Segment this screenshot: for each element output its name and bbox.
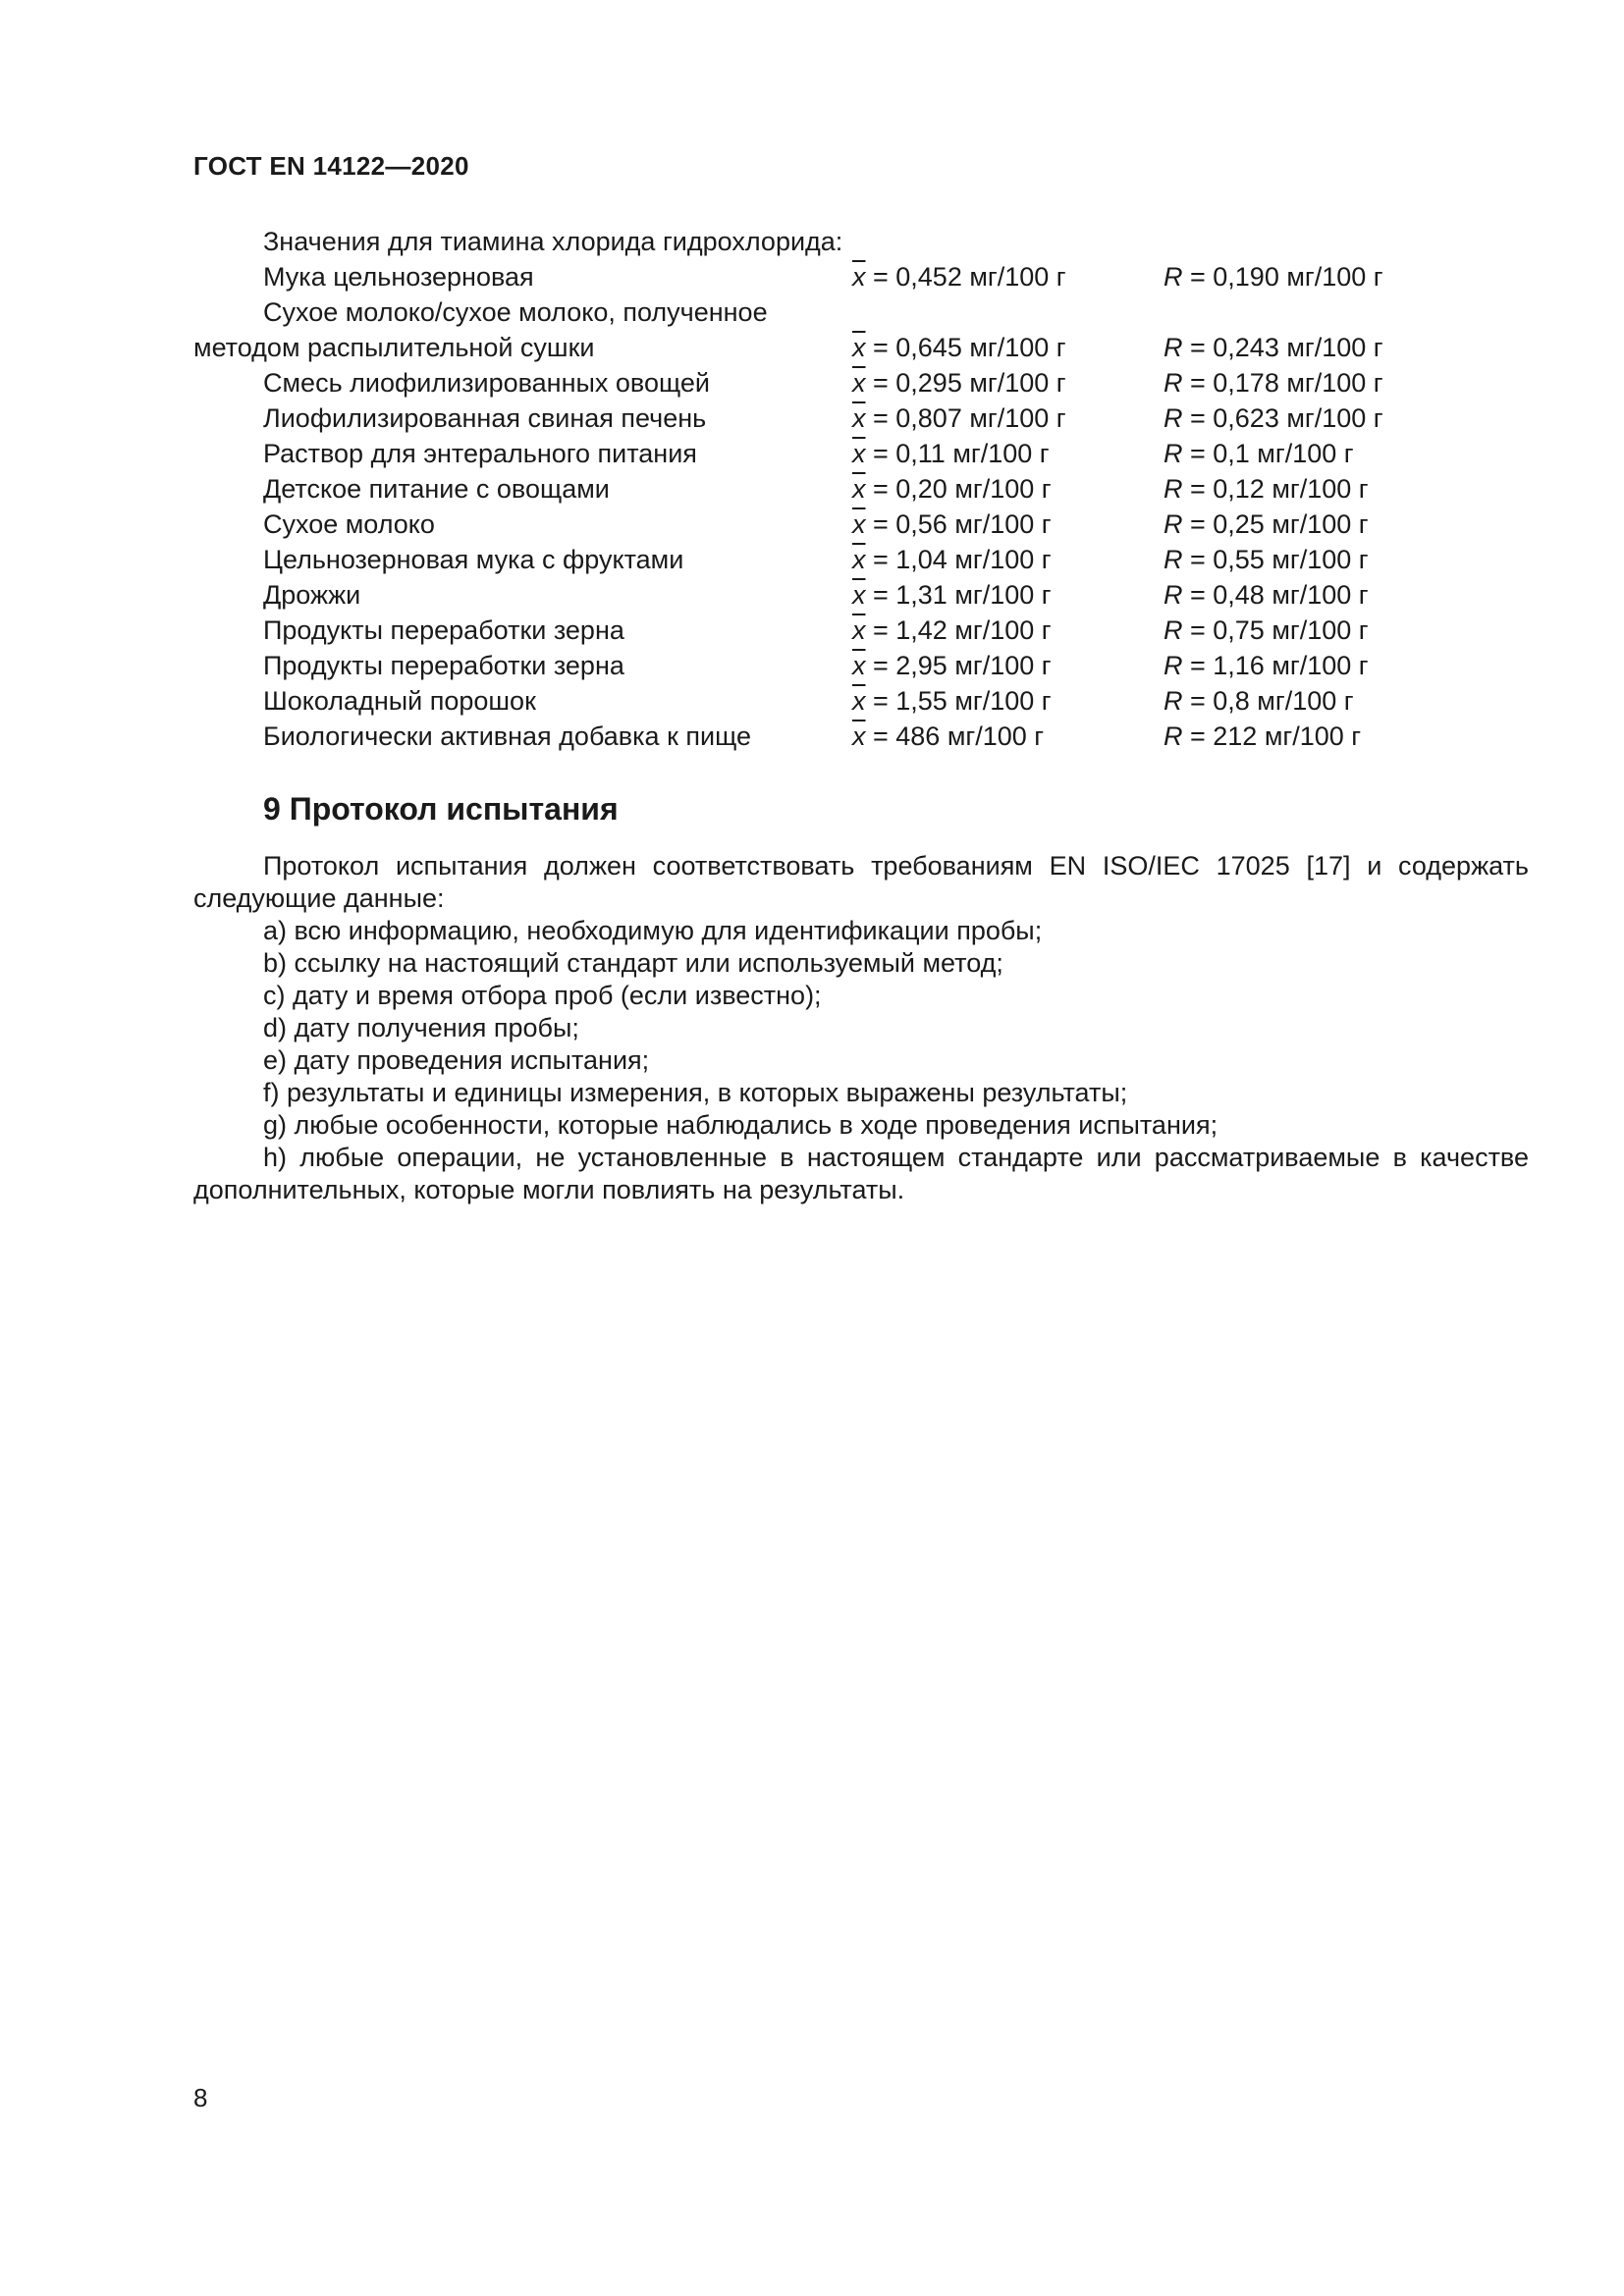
values-intro: Значения для тиамина хлорида гидрохлорида: xyxy=(263,227,843,256)
page-number: 8 xyxy=(193,2083,208,2112)
sample-name: Биологически активная добавка к пище xyxy=(263,721,752,751)
list-item: a) всю информацию, необходимую для идентификации пробы; xyxy=(263,916,1043,945)
mean-symbol: $\overline{x}$ xyxy=(852,686,866,716)
r-symbol: R xyxy=(1164,403,1183,433)
list-item: c) дату и время отбора проб (если известно); xyxy=(263,981,822,1010)
mean-symbol: $\overline{x}$ xyxy=(852,580,866,610)
mean-value: $\overline{x} = 486$ мг/100 г xyxy=(852,721,1045,751)
value-row xyxy=(193,507,1529,542)
mean-symbol: $\overline{x}$ xyxy=(852,545,866,574)
value-row xyxy=(193,648,1529,683)
sample-name: Шоколадный порошок xyxy=(263,686,536,716)
value-row xyxy=(193,400,1529,436)
r-symbol: R xyxy=(1164,333,1183,362)
reproducibility-value: R = 0,190 мг/100 г xyxy=(1164,262,1383,292)
sample-name: Дрожжи xyxy=(263,580,361,610)
reproducibility-value: R = 0,75 мг/100 г xyxy=(1164,615,1369,645)
r-symbol: R xyxy=(1164,615,1183,645)
sample-name: Цельнозерновая мука с фруктами xyxy=(263,545,684,574)
reproducibility-value: R = 0,623 мг/100 г xyxy=(1164,403,1383,433)
mean-value: $\overline{x} = 1,42$ мг/100 г xyxy=(852,615,1052,645)
list-item: e) дату проведения испытания; xyxy=(263,1045,650,1075)
reproducibility-value: R = 0,243 мг/100 г xyxy=(1164,333,1383,362)
sample-name: Раствор для энтерального питания xyxy=(263,439,697,468)
sample-name: Продукты переработки зерна xyxy=(263,651,624,680)
sample-name: Смесь лиофилизированных овощей xyxy=(263,368,710,398)
reproducibility-value: R = 0,12 мг/100 г xyxy=(1164,474,1369,504)
protocol-section xyxy=(193,850,1529,1206)
mean-symbol: $\overline{x}$ xyxy=(852,262,866,292)
r-symbol: R xyxy=(1164,509,1183,539)
mean-symbol: $\overline{x}$ xyxy=(852,615,866,645)
reproducibility-value: R = 0,25 мг/100 г xyxy=(1164,509,1369,539)
list-item: f) результаты и единицы измерения, в которых выражены результаты; xyxy=(263,1078,1128,1107)
reproducibility-value: R = 0,48 мг/100 г xyxy=(1164,580,1369,610)
mean-value: $\overline{x} = 1,55$ мг/100 г xyxy=(852,686,1052,716)
value-row xyxy=(193,365,1529,400)
r-symbol: R xyxy=(1164,439,1183,468)
r-symbol: R xyxy=(1164,686,1183,716)
r-symbol: R xyxy=(1164,721,1183,751)
list-item: b) ссылку на настоящий стандарт или используемый метод; xyxy=(263,948,1003,978)
value-row xyxy=(193,613,1529,648)
protocol-paragraph: Протокол испытания должен соответствовать требованиям EN ISO/IEC 17025 [17] и содержать следующие данные: xyxy=(193,851,1529,913)
sample-name: Продукты переработки зерна xyxy=(263,615,624,645)
mean-symbol: $\overline{x}$ xyxy=(852,333,866,362)
mean-value: $\overline{x} = 0,56$ мг/100 г xyxy=(852,509,1052,539)
reproducibility-value: R = 0,55 мг/100 г xyxy=(1164,545,1369,574)
value-row xyxy=(193,542,1529,577)
section-title: 9 Протокол испытания xyxy=(263,791,619,827)
mean-symbol: $\overline{x}$ xyxy=(852,403,866,433)
r-symbol: R xyxy=(1164,368,1183,398)
value-row xyxy=(193,719,1529,754)
reproducibility-value: R = 1,16 мг/100 г xyxy=(1164,651,1369,680)
mean-value: $\overline{x} = 1,31$ мг/100 г xyxy=(852,580,1052,610)
r-symbol: R xyxy=(1164,580,1183,610)
list-item: d) дату получения пробы; xyxy=(263,1013,579,1042)
reproducibility-value: R = 0,1 мг/100 г xyxy=(1164,439,1354,468)
list-item: h) любые операции, не установленные в настоящем стандарте или рассматриваемые в качестве дополнительных, которые могли повлиять на результаты. xyxy=(193,1143,1529,1204)
reproducibility-value: R = 212 мг/100 г xyxy=(1164,721,1362,751)
value-row xyxy=(193,436,1529,471)
value-row xyxy=(193,577,1529,613)
value-row xyxy=(193,259,1529,294)
document-header: ГОСТ EN 14122—2020 xyxy=(193,151,469,181)
value-row xyxy=(193,294,1529,365)
mean-symbol: $\overline{x}$ xyxy=(852,368,866,398)
mean-value: $\overline{x} = 0,20$ мг/100 г xyxy=(852,474,1052,504)
sample-name: Мука цельнозерновая xyxy=(263,262,534,292)
mean-value: $\overline{x} = 0,645$ мг/100 г xyxy=(852,333,1066,362)
mean-value: $\overline{x} = 0,11$ мг/100 г xyxy=(852,439,1050,468)
r-symbol: R xyxy=(1164,474,1183,504)
mean-symbol: $\overline{x}$ xyxy=(852,509,866,539)
mean-symbol: $\overline{x}$ xyxy=(852,474,866,504)
list-item: g) любые особенности, которые наблюдались в ходе проведения испытания; xyxy=(263,1110,1218,1140)
r-symbol: R xyxy=(1164,545,1183,574)
thiamine-values-list xyxy=(193,224,1529,754)
mean-value: $\overline{x} = 0,295$ мг/100 г xyxy=(852,368,1066,398)
mean-symbol: $\overline{x}$ xyxy=(852,651,866,680)
sample-name: Сухое молоко xyxy=(263,509,435,539)
mean-symbol: $\overline{x}$ xyxy=(852,721,866,751)
reproducibility-value: R = 0,8 мг/100 г xyxy=(1164,686,1354,716)
sample-name: Детское питание с овощами xyxy=(263,474,610,504)
reproducibility-value: R = 0,178 мг/100 г xyxy=(1164,368,1383,398)
value-row xyxy=(193,471,1529,507)
r-symbol: R xyxy=(1164,262,1183,292)
mean-value: $\overline{x} = 1,04$ мг/100 г xyxy=(852,545,1052,574)
mean-value: $\overline{x} = 2,95$ мг/100 г xyxy=(852,651,1052,680)
value-row xyxy=(193,683,1529,719)
mean-value: $\overline{x} = 0,452$ мг/100 г xyxy=(852,262,1066,292)
r-symbol: R xyxy=(1164,651,1183,680)
sample-name: Лиофилизированная свиная печень xyxy=(263,403,707,433)
sample-name: Сухое молоко/сухое молоко, полученное методом распылительной сушки xyxy=(193,297,768,362)
mean-value: $\overline{x} = 0,807$ мг/100 г xyxy=(852,403,1066,433)
mean-symbol: $\overline{x}$ xyxy=(852,439,866,468)
